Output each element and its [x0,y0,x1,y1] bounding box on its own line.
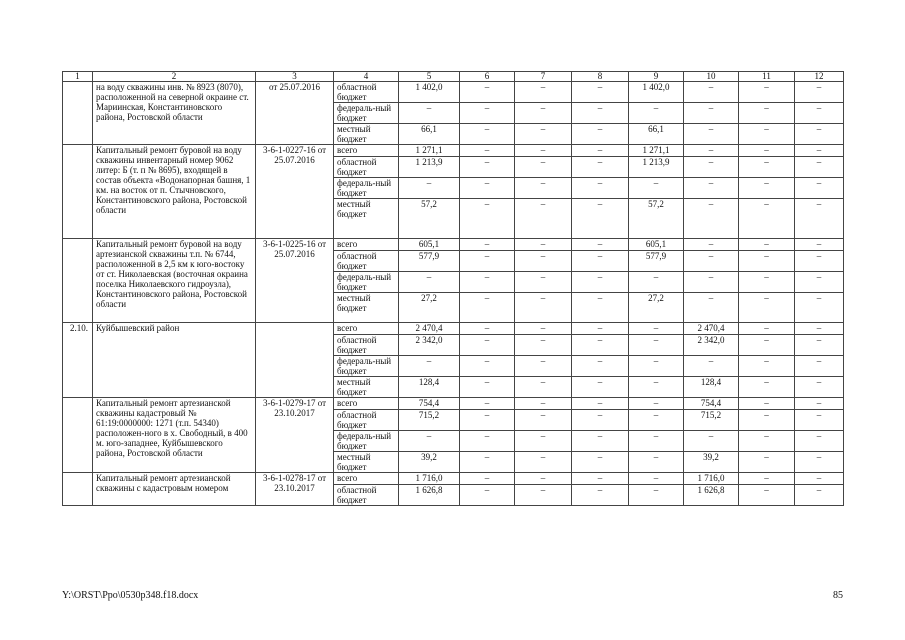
amount-cell: – [515,323,572,335]
amount-cell: – [739,157,795,178]
amount-cell: – [460,199,515,239]
amount-cell: – [399,178,460,199]
amount-cell: – [572,410,629,431]
amount-cell: 39,2 [684,452,739,473]
amount-cell: – [515,199,572,239]
document-number: 3-6-1-0227-16 от 25.07.2016 [256,145,334,239]
amount-cell: – [460,82,515,103]
funding-source: федераль-ный бюджет [334,431,399,452]
column-header: 3 [256,72,334,82]
amount-cell: – [684,103,739,124]
amount-cell: 754,4 [399,398,460,410]
amount-cell: – [572,356,629,377]
amount-cell: – [629,377,684,398]
column-header: 9 [629,72,684,82]
funding-source: федераль-ный бюджет [334,356,399,377]
amount-cell: – [515,239,572,251]
funding-source: всего [334,145,399,157]
amount-cell: – [795,272,844,293]
amount-cell: 1 213,9 [399,157,460,178]
amount-cell: 66,1 [629,124,684,145]
amount-cell: – [399,103,460,124]
amount-cell: – [684,272,739,293]
amount-cell: – [572,103,629,124]
funding-source: всего [334,398,399,410]
amount-cell: – [684,178,739,199]
amount-cell: 128,4 [684,377,739,398]
amount-cell: – [460,398,515,410]
amount-cell: – [460,251,515,272]
amount-cell: 2 342,0 [399,335,460,356]
amount-cell: 128,4 [399,377,460,398]
funding-source: федераль-ный бюджет [334,272,399,293]
funding-source: местный бюджет [334,452,399,473]
amount-cell: – [460,272,515,293]
amount-cell: – [739,323,795,335]
file-path: Y:\ORST\Ppo\0530p348.f18.docx [62,590,199,601]
amount-cell: – [515,251,572,272]
funding-source: местный бюджет [334,293,399,323]
column-header: 2 [93,72,256,82]
amount-cell: 57,2 [629,199,684,239]
amount-cell: – [572,377,629,398]
amount-cell: – [739,335,795,356]
amount-cell: – [629,272,684,293]
amount-cell: 1 271,1 [629,145,684,157]
funding-source: областной бюджет [334,157,399,178]
amount-cell: – [739,272,795,293]
amount-cell: – [795,335,844,356]
amount-cell: – [572,485,629,506]
amount-cell: – [795,199,844,239]
object-name: Капитальный ремонт артезианской скважины кадастровый № 61:19:0000000: 1271 (т.п. 54340) расположен-ного в х. Свободный, в 400 м. юго-западнее, Куйбышевского района, Ростовской области [93,398,256,473]
amount-cell: – [684,251,739,272]
amount-cell: – [572,82,629,103]
amount-cell: – [739,485,795,506]
amount-cell: – [629,473,684,485]
row-number [63,82,93,145]
amount-cell: – [795,124,844,145]
object-name: Капитальный ремонт буровой на воду скважины инвентарный номер 9062 литер: Б (т. п № 8695), входящей в состав объекта «Водонапорная башня, 1 км. на восток от п. Стычновского, Константиновского района, Ростовской области [93,145,256,239]
amount-cell: – [572,145,629,157]
amount-cell: – [515,431,572,452]
amount-cell: – [572,272,629,293]
amount-cell: – [572,178,629,199]
amount-cell: – [515,178,572,199]
funding-source: областной бюджет [334,251,399,272]
amount-cell: – [795,452,844,473]
amount-cell: 715,2 [684,410,739,431]
amount-cell: – [629,323,684,335]
funding-source: всего [334,323,399,335]
amount-cell: 2 470,4 [684,323,739,335]
column-header: 11 [739,72,795,82]
amount-cell: – [795,377,844,398]
amount-cell: – [629,335,684,356]
amount-cell: – [572,398,629,410]
amount-cell: – [795,410,844,431]
funding-source: местный бюджет [334,199,399,239]
amount-cell: 1 716,0 [399,473,460,485]
amount-cell: – [684,293,739,323]
amount-cell: – [795,82,844,103]
amount-cell: – [460,473,515,485]
document-number: 3-6-1-0278-17 от 23.10.2017 [256,473,334,506]
amount-cell: – [684,157,739,178]
object-name: Капитальный ремонт буровой на воду артезианской скважины т.п. № 6744, расположенной в 2,5 км к юго-востоку от ст. Николаевская (восточная окраина поселка Николаевского гидроузла), Константиновского района, Ростовской области [93,239,256,323]
amount-cell: – [515,335,572,356]
amount-cell: – [795,431,844,452]
amount-cell: – [795,323,844,335]
amount-cell: – [460,485,515,506]
document-number: от 25.07.2016 [256,82,334,145]
amount-cell: – [515,157,572,178]
row-number [63,398,93,473]
amount-cell: – [629,485,684,506]
table-row [63,145,844,157]
amount-cell: – [460,431,515,452]
amount-cell: – [460,124,515,145]
amount-cell: – [572,239,629,251]
amount-cell: – [739,199,795,239]
amount-cell: 2 342,0 [684,335,739,356]
amount-cell: – [629,398,684,410]
amount-cell: – [684,199,739,239]
object-name: Куйбышевский район [93,323,256,398]
amount-cell: 577,9 [399,251,460,272]
amount-cell: – [795,485,844,506]
amount-cell: – [739,82,795,103]
amount-cell: – [399,431,460,452]
row-number [63,145,93,239]
amount-cell: 66,1 [399,124,460,145]
amount-cell: – [460,239,515,251]
table-body [63,82,844,506]
amount-cell: – [460,103,515,124]
amount-cell: – [515,485,572,506]
document-number: 3-6-1-0279-17 от 23.10.2017 [256,398,334,473]
amount-cell: 1 213,9 [629,157,684,178]
amount-cell: – [515,356,572,377]
object-name: Капитальный ремонт артезианской скважины с кадастровым номером [93,473,256,506]
table-row [63,82,844,103]
amount-cell: – [460,293,515,323]
amount-cell: – [629,356,684,377]
funding-source: областной бюджет [334,410,399,431]
amount-cell: 577,9 [629,251,684,272]
amount-cell: – [629,410,684,431]
funding-source: областной бюджет [334,485,399,506]
table-row [63,398,844,410]
amount-cell: – [795,103,844,124]
column-header: 8 [572,72,629,82]
amount-cell: – [515,377,572,398]
amount-cell: – [515,293,572,323]
amount-cell: – [460,323,515,335]
amount-cell: – [515,398,572,410]
amount-cell: 39,2 [399,452,460,473]
amount-cell: – [515,272,572,293]
amount-cell: – [795,473,844,485]
amount-cell: – [739,145,795,157]
document-number: 3-6-1-0225-16 от 25.07.2016 [256,239,334,323]
amount-cell: – [795,157,844,178]
amount-cell: 1 626,8 [399,485,460,506]
amount-cell: – [460,410,515,431]
amount-cell: – [515,452,572,473]
amount-cell: – [739,103,795,124]
page-number: 85 [833,590,843,601]
amount-cell: – [572,323,629,335]
amount-cell: – [739,410,795,431]
amount-cell: – [795,293,844,323]
amount-cell: – [572,293,629,323]
amount-cell: 57,2 [399,199,460,239]
amount-cell: – [739,356,795,377]
column-header: 12 [795,72,844,82]
amount-cell: – [572,251,629,272]
amount-cell: – [629,431,684,452]
amount-cell: 754,4 [684,398,739,410]
amount-cell: – [515,410,572,431]
amount-cell: – [460,356,515,377]
funding-source: местный бюджет [334,377,399,398]
column-header: 5 [399,72,460,82]
object-name: на воду скважины инв. № 8923 (8070), расположенной на северной окраине ст. Мариинская, Константиновского района, Ростовской области [93,82,256,145]
amount-cell: – [629,103,684,124]
amount-cell: – [572,452,629,473]
amount-cell: – [739,398,795,410]
amount-cell: – [515,145,572,157]
amount-cell: – [572,157,629,178]
funding-source: федераль-ный бюджет [334,178,399,199]
amount-cell: – [795,239,844,251]
column-header: 1 [63,72,93,82]
amount-cell: 1 271,1 [399,145,460,157]
funding-source: местный бюджет [334,124,399,145]
amount-cell: – [739,124,795,145]
funding-source: областной бюджет [334,335,399,356]
amount-cell: 1 402,0 [399,82,460,103]
amount-cell: – [684,124,739,145]
amount-cell: 605,1 [399,239,460,251]
column-header: 10 [684,72,739,82]
amount-cell: – [460,145,515,157]
table-row [63,239,844,251]
amount-cell: 1 626,8 [684,485,739,506]
amount-cell: – [460,335,515,356]
amount-cell: – [795,178,844,199]
amount-cell: – [739,178,795,199]
amount-cell: – [684,431,739,452]
amount-cell: – [795,398,844,410]
amount-cell: 27,2 [399,293,460,323]
document-number [256,323,334,398]
table-row [63,473,844,485]
amount-cell: 715,2 [399,410,460,431]
amount-cell: – [684,239,739,251]
amount-cell: – [572,431,629,452]
table-row [63,323,844,335]
amount-cell: – [629,452,684,473]
budget-table [62,71,844,506]
amount-cell: – [572,124,629,145]
column-header: 7 [515,72,572,82]
funding-source: всего [334,239,399,251]
amount-cell: – [399,356,460,377]
amount-cell: – [572,199,629,239]
amount-cell: – [515,473,572,485]
amount-cell: – [684,356,739,377]
amount-cell: 2 470,4 [399,323,460,335]
amount-cell: – [795,251,844,272]
amount-cell: – [739,377,795,398]
funding-source: федераль-ный бюджет [334,103,399,124]
row-number: 2.10. [63,323,93,398]
column-header: 6 [460,72,515,82]
amount-cell: – [739,473,795,485]
amount-cell: 1 716,0 [684,473,739,485]
amount-cell: 605,1 [629,239,684,251]
amount-cell: – [739,239,795,251]
amount-cell: – [795,356,844,377]
amount-cell: – [739,251,795,272]
amount-cell: – [515,103,572,124]
amount-cell: – [460,452,515,473]
funding-source: всего [334,473,399,485]
amount-cell: – [572,335,629,356]
amount-cell: – [739,293,795,323]
amount-cell: – [739,452,795,473]
amount-cell: 1 402,0 [629,82,684,103]
amount-cell: – [684,82,739,103]
amount-cell: – [460,377,515,398]
amount-cell: – [399,272,460,293]
header-row [63,72,844,82]
amount-cell: 27,2 [629,293,684,323]
amount-cell: – [572,473,629,485]
amount-cell: – [629,178,684,199]
amount-cell: – [684,145,739,157]
amount-cell: – [515,124,572,145]
amount-cell: – [460,178,515,199]
amount-cell: – [515,82,572,103]
amount-cell: – [460,157,515,178]
funding-source: областной бюджет [334,82,399,103]
amount-cell: – [739,431,795,452]
column-header: 4 [334,72,399,82]
row-number [63,239,93,323]
row-number [63,473,93,506]
amount-cell: – [795,145,844,157]
